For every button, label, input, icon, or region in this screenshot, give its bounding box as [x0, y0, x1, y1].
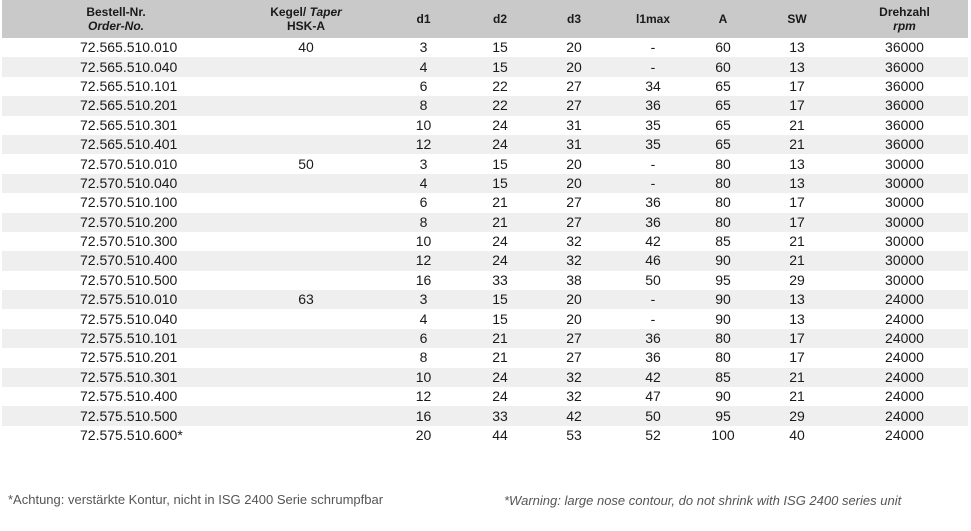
cell-rpm: 24000 — [841, 348, 968, 367]
header-sw: SW — [753, 0, 841, 38]
cell-sw: 13 — [753, 57, 841, 76]
cell-taper — [230, 193, 382, 212]
cell-order-no: 72.575.510.400 — [2, 387, 230, 406]
cell-order-no: 72.570.510.100 — [2, 193, 230, 212]
cell-order-no: 72.575.510.301 — [2, 368, 230, 387]
cell-order-no: 72.565.510.040 — [2, 57, 230, 76]
cell-a: 65 — [693, 77, 753, 96]
header-order-de: Bestell-Nr. — [86, 5, 146, 19]
cell-l1max: 35 — [613, 135, 693, 154]
table-row — [2, 309, 968, 328]
cell-a: 80 — [693, 329, 753, 348]
cell-order-no: 72.570.510.500 — [2, 271, 230, 290]
cell-order-no: 72.575.510.201 — [2, 348, 230, 367]
cell-d3: 27 — [535, 77, 613, 96]
table-row — [2, 57, 968, 76]
cell-sw: 17 — [753, 77, 841, 96]
cell-taper — [230, 271, 382, 290]
cell-taper — [230, 116, 382, 135]
cell-rpm: 24000 — [841, 290, 968, 309]
cell-d3: 53 — [535, 426, 613, 445]
footnote-german: *Achtung: verstärkte Kontur, nicht in ISG 2400 Serie schrumpfbar — [8, 492, 384, 507]
cell-a: 80 — [693, 348, 753, 367]
cell-l1max: - — [613, 57, 693, 76]
header-d2: d2 — [465, 0, 535, 38]
header-order-en: Order-No. — [87, 19, 144, 33]
cell-d3: 27 — [535, 96, 613, 115]
cell-l1max: 50 — [613, 406, 693, 425]
cell-l1max: - — [613, 290, 693, 309]
cell-a: 90 — [693, 309, 753, 328]
cell-taper — [230, 368, 382, 387]
cell-a: 85 — [693, 368, 753, 387]
header-speed-de: Drehzahl — [879, 5, 930, 19]
cell-d3: 27 — [535, 329, 613, 348]
cell-rpm: 36000 — [841, 38, 968, 57]
cell-a: 80 — [693, 154, 753, 173]
cell-l1max: 36 — [613, 96, 693, 115]
cell-a: 85 — [693, 232, 753, 251]
header-speed-en: rpm — [893, 19, 916, 33]
cell-order-no: 72.570.510.400 — [2, 251, 230, 270]
cell-taper — [230, 57, 382, 76]
cell-rpm: 24000 — [841, 426, 968, 445]
header-row — [2, 0, 968, 38]
cell-d2: 21 — [465, 213, 535, 232]
cell-d1: 4 — [382, 309, 465, 328]
cell-d3: 32 — [535, 232, 613, 251]
table-row — [2, 38, 968, 57]
table-row — [2, 251, 968, 270]
cell-l1max: 46 — [613, 251, 693, 270]
cell-a: 60 — [693, 57, 753, 76]
cell-sw: 21 — [753, 368, 841, 387]
table-row — [2, 135, 968, 154]
cell-d3: 20 — [535, 309, 613, 328]
cell-sw: 40 — [753, 426, 841, 445]
header-taper-de: Kegel/ — [270, 5, 307, 19]
table-row — [2, 329, 968, 348]
cell-taper — [230, 309, 382, 328]
cell-d2: 24 — [465, 116, 535, 135]
cell-d1: 8 — [382, 213, 465, 232]
cell-a: 90 — [693, 251, 753, 270]
cell-a: 90 — [693, 387, 753, 406]
cell-rpm: 36000 — [841, 135, 968, 154]
cell-d2: 21 — [465, 348, 535, 367]
cell-d1: 16 — [382, 406, 465, 425]
cell-l1max: 36 — [613, 193, 693, 212]
cell-rpm: 36000 — [841, 116, 968, 135]
cell-sw: 21 — [753, 116, 841, 135]
cell-rpm: 36000 — [841, 77, 968, 96]
cell-a: 80 — [693, 174, 753, 193]
cell-d1: 12 — [382, 135, 465, 154]
cell-d3: 32 — [535, 251, 613, 270]
cell-a: 60 — [693, 38, 753, 57]
table-row — [2, 368, 968, 387]
cell-rpm: 36000 — [841, 96, 968, 115]
cell-d3: 27 — [535, 193, 613, 212]
cell-taper — [230, 96, 382, 115]
cell-rpm: 24000 — [841, 406, 968, 425]
cell-sw: 17 — [753, 348, 841, 367]
cell-l1max: 52 — [613, 426, 693, 445]
cell-d1: 12 — [382, 251, 465, 270]
cell-d2: 15 — [465, 154, 535, 173]
cell-rpm: 30000 — [841, 271, 968, 290]
header-taper — [230, 0, 382, 38]
cell-l1max: 47 — [613, 387, 693, 406]
cell-sw: 21 — [753, 251, 841, 270]
cell-d3: 20 — [535, 154, 613, 173]
cell-rpm: 30000 — [841, 251, 968, 270]
cell-d3: 42 — [535, 406, 613, 425]
cell-taper — [230, 213, 382, 232]
cell-d1: 6 — [382, 193, 465, 212]
cell-rpm: 30000 — [841, 154, 968, 173]
table-row — [2, 290, 968, 309]
table-row — [2, 387, 968, 406]
cell-a: 80 — [693, 213, 753, 232]
cell-a: 95 — [693, 271, 753, 290]
table-row — [2, 77, 968, 96]
cell-a: 80 — [693, 193, 753, 212]
cell-taper: 50 — [230, 154, 382, 173]
cell-order-no: 72.570.510.040 — [2, 174, 230, 193]
table-row — [2, 174, 968, 193]
cell-d2: 24 — [465, 368, 535, 387]
cell-taper — [230, 329, 382, 348]
cell-l1max: - — [613, 174, 693, 193]
cell-a: 95 — [693, 406, 753, 425]
cell-rpm: 24000 — [841, 387, 968, 406]
cell-d2: 15 — [465, 38, 535, 57]
cell-d1: 8 — [382, 96, 465, 115]
cell-d2: 21 — [465, 329, 535, 348]
footnote-english: *Warning: large nose contour, do not shrink with ISG 2400 series unit — [504, 493, 902, 508]
cell-d1: 10 — [382, 368, 465, 387]
cell-d2: 15 — [465, 290, 535, 309]
cell-order-no: 72.575.510.010 — [2, 290, 230, 309]
cell-sw: 21 — [753, 232, 841, 251]
cell-d3: 27 — [535, 213, 613, 232]
cell-rpm: 24000 — [841, 309, 968, 328]
cell-order-no: 72.565.510.401 — [2, 135, 230, 154]
cell-taper — [230, 232, 382, 251]
cell-sw: 17 — [753, 329, 841, 348]
cell-d1: 10 — [382, 232, 465, 251]
header-a: A — [693, 0, 753, 38]
cell-d3: 20 — [535, 290, 613, 309]
cell-taper — [230, 348, 382, 367]
cell-l1max: 36 — [613, 348, 693, 367]
cell-order-no: 72.575.510.600* — [2, 426, 230, 445]
header-taper-sub: HSK-A — [287, 19, 325, 33]
cell-l1max: 34 — [613, 77, 693, 96]
cell-d1: 4 — [382, 174, 465, 193]
cell-d1: 3 — [382, 290, 465, 309]
cell-rpm: 30000 — [841, 213, 968, 232]
cell-sw: 21 — [753, 135, 841, 154]
table-row — [2, 271, 968, 290]
cell-a: 65 — [693, 96, 753, 115]
cell-d1: 6 — [382, 77, 465, 96]
table-body — [2, 38, 968, 445]
cell-taper — [230, 174, 382, 193]
cell-taper — [230, 406, 382, 425]
cell-d3: 20 — [535, 174, 613, 193]
table-row — [2, 116, 968, 135]
cell-d1: 12 — [382, 387, 465, 406]
cell-d1: 4 — [382, 57, 465, 76]
cell-d2: 44 — [465, 426, 535, 445]
cell-l1max: 36 — [613, 213, 693, 232]
cell-l1max: - — [613, 38, 693, 57]
cell-taper: 63 — [230, 290, 382, 309]
cell-d1: 3 — [382, 38, 465, 57]
cell-d3: 20 — [535, 38, 613, 57]
cell-rpm: 24000 — [841, 329, 968, 348]
cell-sw: 17 — [753, 213, 841, 232]
cell-d2: 15 — [465, 309, 535, 328]
cell-taper — [230, 387, 382, 406]
header-taper-line — [230, 5, 382, 19]
cell-sw: 21 — [753, 387, 841, 406]
cell-rpm: 24000 — [841, 368, 968, 387]
cell-order-no: 72.575.510.500 — [2, 406, 230, 425]
cell-d1: 10 — [382, 116, 465, 135]
cell-a: 90 — [693, 290, 753, 309]
cell-d2: 22 — [465, 77, 535, 96]
cell-taper — [230, 426, 382, 445]
product-table — [2, 0, 968, 445]
cell-order-no: 72.570.510.300 — [2, 232, 230, 251]
cell-order-no: 72.565.510.101 — [2, 77, 230, 96]
cell-d1: 3 — [382, 154, 465, 173]
cell-d2: 24 — [465, 387, 535, 406]
cell-sw: 29 — [753, 271, 841, 290]
header-speed — [841, 0, 968, 38]
table-row — [2, 426, 968, 445]
cell-d2: 24 — [465, 135, 535, 154]
cell-d2: 22 — [465, 96, 535, 115]
cell-order-no: 72.570.510.010 — [2, 154, 230, 173]
table-row — [2, 406, 968, 425]
cell-d2: 15 — [465, 57, 535, 76]
cell-l1max: 50 — [613, 271, 693, 290]
cell-d1: 8 — [382, 348, 465, 367]
cell-order-no: 72.565.510.010 — [2, 38, 230, 57]
header-d1: d1 — [382, 0, 465, 38]
header-order-no — [2, 0, 230, 38]
cell-d1: 6 — [382, 329, 465, 348]
cell-d3: 32 — [535, 387, 613, 406]
cell-l1max: 42 — [613, 232, 693, 251]
cell-sw: 13 — [753, 290, 841, 309]
cell-order-no: 72.575.510.101 — [2, 329, 230, 348]
cell-d3: 31 — [535, 116, 613, 135]
header-d3: d3 — [535, 0, 613, 38]
cell-l1max: 42 — [613, 368, 693, 387]
cell-a: 100 — [693, 426, 753, 445]
cell-taper — [230, 135, 382, 154]
cell-order-no: 72.575.510.040 — [2, 309, 230, 328]
header-l1max: l1max — [613, 0, 693, 38]
cell-sw: 13 — [753, 38, 841, 57]
cell-d2: 33 — [465, 271, 535, 290]
table-row — [2, 96, 968, 115]
cell-d2: 24 — [465, 232, 535, 251]
cell-l1max: - — [613, 154, 693, 173]
cell-d3: 27 — [535, 348, 613, 367]
cell-l1max: 35 — [613, 116, 693, 135]
cell-a: 65 — [693, 135, 753, 154]
cell-order-no: 72.570.510.200 — [2, 213, 230, 232]
cell-d3: 32 — [535, 368, 613, 387]
cell-l1max: 36 — [613, 329, 693, 348]
table-row — [2, 348, 968, 367]
table-header — [2, 0, 968, 38]
cell-rpm: 30000 — [841, 174, 968, 193]
cell-d3: 20 — [535, 57, 613, 76]
cell-d1: 16 — [382, 271, 465, 290]
cell-taper — [230, 77, 382, 96]
header-taper-en: Taper — [309, 5, 342, 19]
cell-l1max: - — [613, 309, 693, 328]
cell-d2: 33 — [465, 406, 535, 425]
cell-d2: 24 — [465, 251, 535, 270]
table-row — [2, 193, 968, 212]
table-row — [2, 213, 968, 232]
cell-a: 65 — [693, 116, 753, 135]
cell-d1: 20 — [382, 426, 465, 445]
cell-rpm: 30000 — [841, 232, 968, 251]
cell-d2: 21 — [465, 193, 535, 212]
table-row — [2, 154, 968, 173]
cell-sw: 17 — [753, 193, 841, 212]
cell-d3: 38 — [535, 271, 613, 290]
cell-sw: 17 — [753, 96, 841, 115]
cell-d2: 15 — [465, 174, 535, 193]
cell-rpm: 36000 — [841, 57, 968, 76]
cell-taper: 40 — [230, 38, 382, 57]
cell-d3: 31 — [535, 135, 613, 154]
cell-taper — [230, 251, 382, 270]
cell-order-no: 72.565.510.301 — [2, 116, 230, 135]
cell-sw: 13 — [753, 174, 841, 193]
cell-sw: 13 — [753, 309, 841, 328]
table-row — [2, 232, 968, 251]
cell-order-no: 72.565.510.201 — [2, 96, 230, 115]
cell-sw: 13 — [753, 154, 841, 173]
cell-sw: 29 — [753, 406, 841, 425]
cell-rpm: 30000 — [841, 193, 968, 212]
